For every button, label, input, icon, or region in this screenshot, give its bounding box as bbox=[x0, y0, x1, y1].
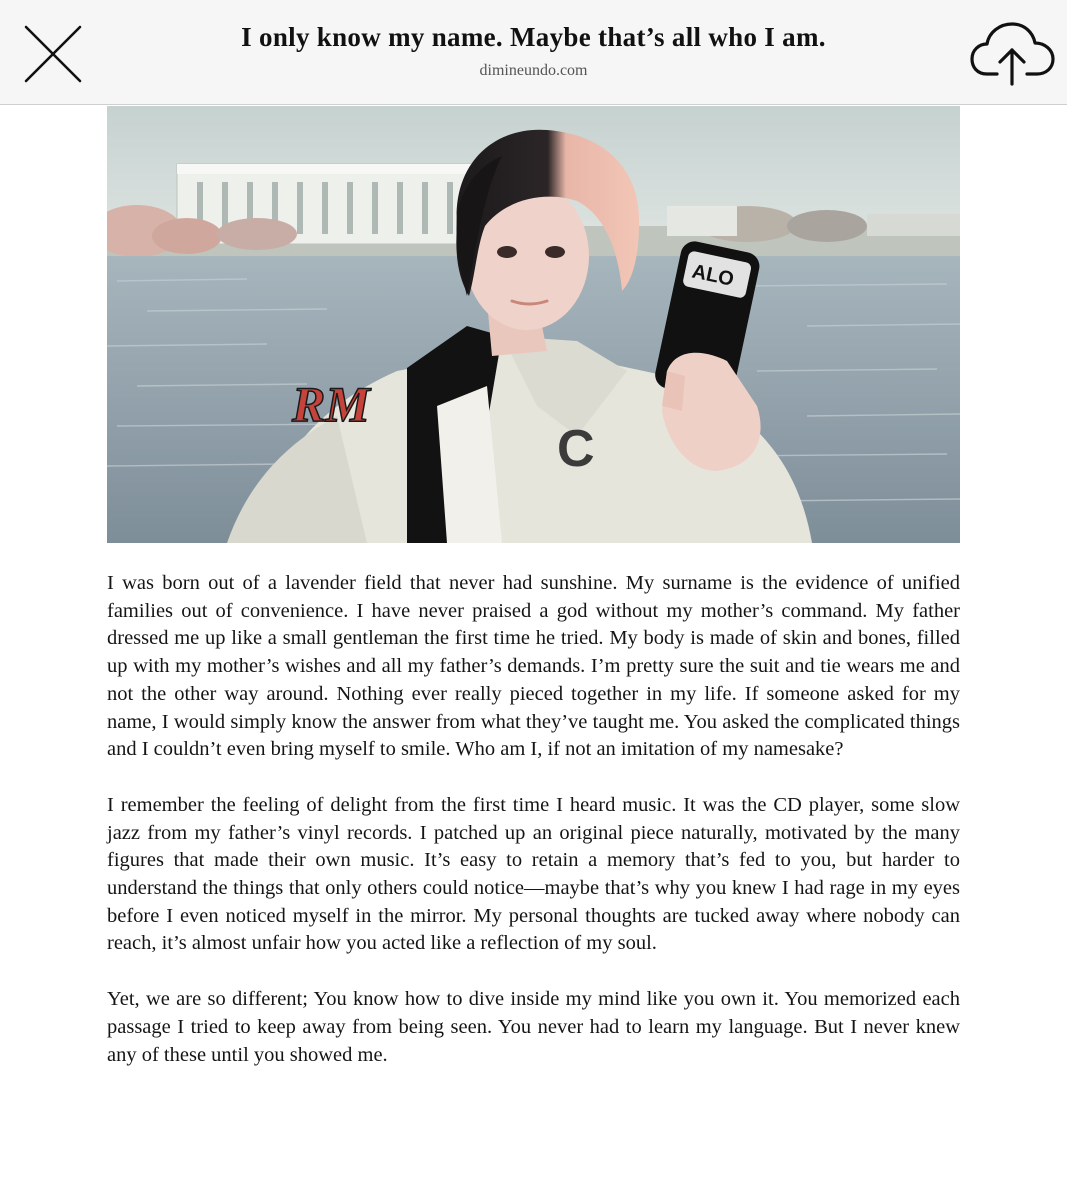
share-button[interactable] bbox=[969, 18, 1057, 88]
top-bar bbox=[0, 0, 1067, 105]
article-paragraph-3: Yet, we are so different; You know how to dive inside my mind like you own it. You memorized each passage I tried to keep away from being seen. You never had to learn my language. But I never knew any of these until you showed me. bbox=[107, 988, 960, 1066]
jacket-letters: RM bbox=[292, 376, 370, 432]
article-body bbox=[107, 570, 960, 1097]
article-paragraph-2: I remember the feeling of delight from the first time I heard music. It was the CD player, some slow jazz from my father’s vinyl records. I patched up an original piece naturally, motivated by the many figures that made their own music. It’s easy to retain a memory that’s fed to you, but harder to understand the things that only others could notice—maybe that’s why you knew I had rage in my eyes before I even noticed myself in the mirror. My personal thoughts are tucked away where nobody can reach, it’s almost unfair how you acted like a reflection of my soul. bbox=[107, 793, 960, 955]
article-photo bbox=[107, 106, 960, 543]
selfie-by-water-illustration bbox=[107, 106, 960, 543]
phone-case-text: ALO bbox=[689, 260, 736, 291]
jacket-emblem: C bbox=[557, 420, 595, 478]
article-paragraph-1: I was born out of a lavender field that never had sunshine. My surname is the evidence of unified families out of convenience. I have never praised a god without my mother’s command. My father dressed me up like a small gentleman the first time he tried. My body is made of skin and bones, filled up with my mother’s wishes and all my father’s demands. I’m pretty sure the suit and tie wears me and not the other way around. Nothing ever really pieced together in my life. If someone asked for my name, I would simply know the answer from what they’ve taught me. You asked the complicated things and I couldn’t even bring myself to smile. Who am I, if not an imitation of my namesake? bbox=[107, 572, 960, 761]
cloud-upload-icon bbox=[969, 18, 1057, 88]
close-icon bbox=[22, 24, 84, 84]
site-domain: dimineundo.com bbox=[479, 62, 588, 79]
page-title: I only know my name. Maybe that’s all who I am. bbox=[241, 22, 826, 52]
close-button[interactable] bbox=[22, 24, 84, 84]
